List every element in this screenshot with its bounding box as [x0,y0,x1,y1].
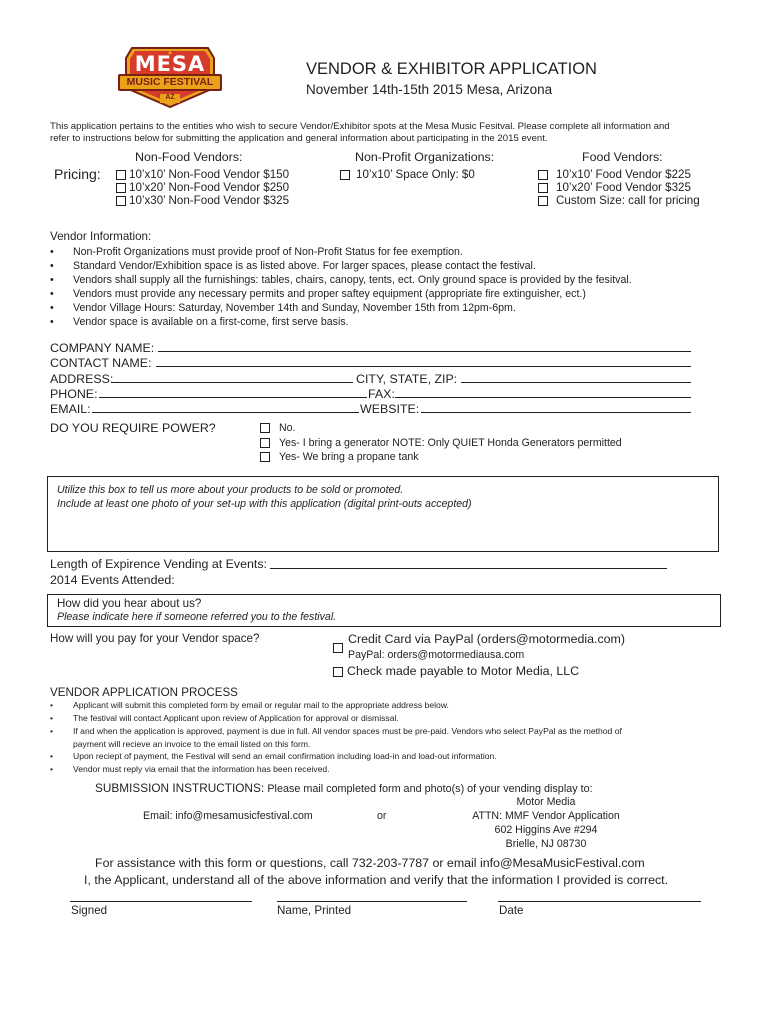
vendor-info-heading: Vendor Information: [50,230,152,243]
mail-address-line-1: Motor Media [516,796,576,808]
products-box-line-1: Utilize this box to tell us more about your products to be sold or promoted. [57,484,404,496]
submission-instructions [95,781,593,795]
date-label: Date [499,904,524,917]
signed-label: Signed [71,904,108,917]
payment-paypal-checkbox[interactable] [333,643,343,653]
checkbox[interactable] [116,170,126,180]
option-label: 10’x20’ Non-Food Vendor $250 [129,181,290,194]
assistance-text: For assistance with this form or questions, call 732-203-7787 or email info@MesaMusicFestival.com [95,856,645,870]
logo-state-text: AZ [165,94,175,101]
mail-address-line-2: ATTN: MMF Vendor Application [472,810,620,822]
option-label: No. [279,422,296,434]
checkbox[interactable] [116,183,126,193]
company-name-label: COMPANY NAME: [50,341,155,355]
power-option-propane[interactable] [260,451,419,463]
events-attended-label: 2014 Events Attended: [50,573,175,587]
option-label: 10’x20’ Food Vendor $325 [556,181,691,194]
intro-line-2: refer to instructions below for submitting the application and general information about participating in the 2015 event. [50,133,548,144]
submission-text: Please mail completed form and photo(s) of your vending display to: [267,783,593,795]
pricing-label: Pricing: [54,166,101,182]
products-description-box[interactable] [47,476,719,552]
date-line[interactable] [498,901,701,902]
signature-line[interactable] [70,901,252,902]
experience-length-label: Length of Expirence Vending at Events: [50,557,267,571]
checkbox[interactable] [340,170,350,180]
email-field[interactable] [92,412,359,413]
certification-text: I, the Applicant, understand all of the above information and verify that the information I provided is correct. [84,873,669,887]
food-option-1[interactable] [538,168,691,181]
nonprofit-option-1[interactable] [340,168,475,181]
option-label: 10’x30’ Non-Food Vendor $325 [129,194,290,207]
fax-label: FAX: [368,387,395,401]
submission-or: or [377,810,387,822]
page-subtitle: November 14th-15th 2015 Mesa, Arizona [306,82,553,97]
food-heading: Food Vendors: [582,150,663,164]
submission-label: SUBMISSION INSTRUCTIONS: [95,781,265,795]
checkbox[interactable] [538,170,548,180]
intro-line-1: This application pertains to the entities who wish to secure Vendor/Exhibitor spots at the Mesa Music Fesitval. Please complete all information and [50,121,670,132]
logo-main-text: MESA [134,52,206,76]
option-label: 10’x10’ Non-Food Vendor $150 [129,168,290,181]
nonfood-heading: Non-Food Vendors: [135,150,243,164]
fax-field[interactable] [395,397,691,398]
experience-length-field[interactable] [270,568,667,569]
option-label: Custom Size: call for pricing [556,194,700,207]
heard-question: How did you hear about us? [57,597,202,610]
option-label: Yes- I bring a generator NOTE: Only QUIET Honda Generators permitted [279,437,622,449]
food-option-3[interactable] [538,194,700,207]
address-field[interactable] [112,382,353,383]
payment-paypal-label: Credit Card via PayPal (orders@motormedia.com) [348,632,625,646]
email-label: EMAIL: [50,402,91,416]
festival-logo [110,44,230,110]
option-label: 10’x10’ Space Only: $0 [356,168,475,181]
checkbox[interactable] [116,196,126,206]
checkbox[interactable] [538,196,548,206]
nonprofit-heading: Non-Profit Organizations: [355,150,495,164]
nonfood-option-2[interactable] [116,181,289,194]
city-state-zip-field[interactable] [461,382,691,383]
checkbox[interactable] [260,423,270,433]
printed-name-line[interactable] [277,901,467,902]
address-label: ADDRESS: [50,372,114,386]
phone-field[interactable] [99,397,367,398]
heard-about-box[interactable] [47,594,721,627]
nonfood-option-1[interactable] [116,168,289,181]
payment-check-option[interactable] [333,664,579,678]
name-printed-label: Name, Printed [277,904,352,917]
page-title: VENDOR & EXHIBITOR APPLICATION [306,60,597,78]
company-name-field[interactable] [158,351,691,352]
process-heading: VENDOR APPLICATION PROCESS [50,686,238,699]
contact-name-label: CONTACT NAME: [50,356,152,370]
option-label: Check made payable to Motor Media, LLC [347,664,580,678]
checkbox[interactable] [333,667,343,677]
mail-address-line-4: Brielle, NJ 08730 [505,838,587,850]
checkbox[interactable] [538,183,548,193]
power-option-no[interactable] [260,422,296,434]
website-field[interactable] [421,412,691,413]
payment-paypal-note: PayPal: orders@motormediausa.com [348,649,525,661]
logo-sub-text: MUSIC FESTIVAL [126,76,214,88]
contact-name-field[interactable] [156,366,691,367]
heard-note: Please indicate here if someone referred you to the festival. [57,611,337,623]
option-label: 10’x10’ Food Vendor $225 [556,168,691,181]
checkbox[interactable] [260,438,270,448]
submission-email: Email: info@mesamusicfestival.com [143,810,313,822]
website-label: WEBSITE: [360,402,420,416]
power-option-generator[interactable] [260,437,622,449]
products-box-line-2: Include at least one photo of your set-up with this application (digital print-outs accepted) [57,498,472,510]
payment-question: How will you pay for your Vendor space? [50,632,260,645]
checkbox[interactable] [260,452,270,462]
mail-address-line-3: 602 Higgins Ave #294 [494,824,598,836]
option-label: Yes- We bring a propane tank [279,451,419,463]
city-state-zip-label: CITY, STATE, ZIP: [356,372,458,386]
power-question: DO YOU REQUIRE POWER? [50,421,216,435]
nonfood-option-3[interactable] [116,194,289,207]
food-option-2[interactable] [538,181,691,194]
phone-label: PHONE: [50,387,98,401]
